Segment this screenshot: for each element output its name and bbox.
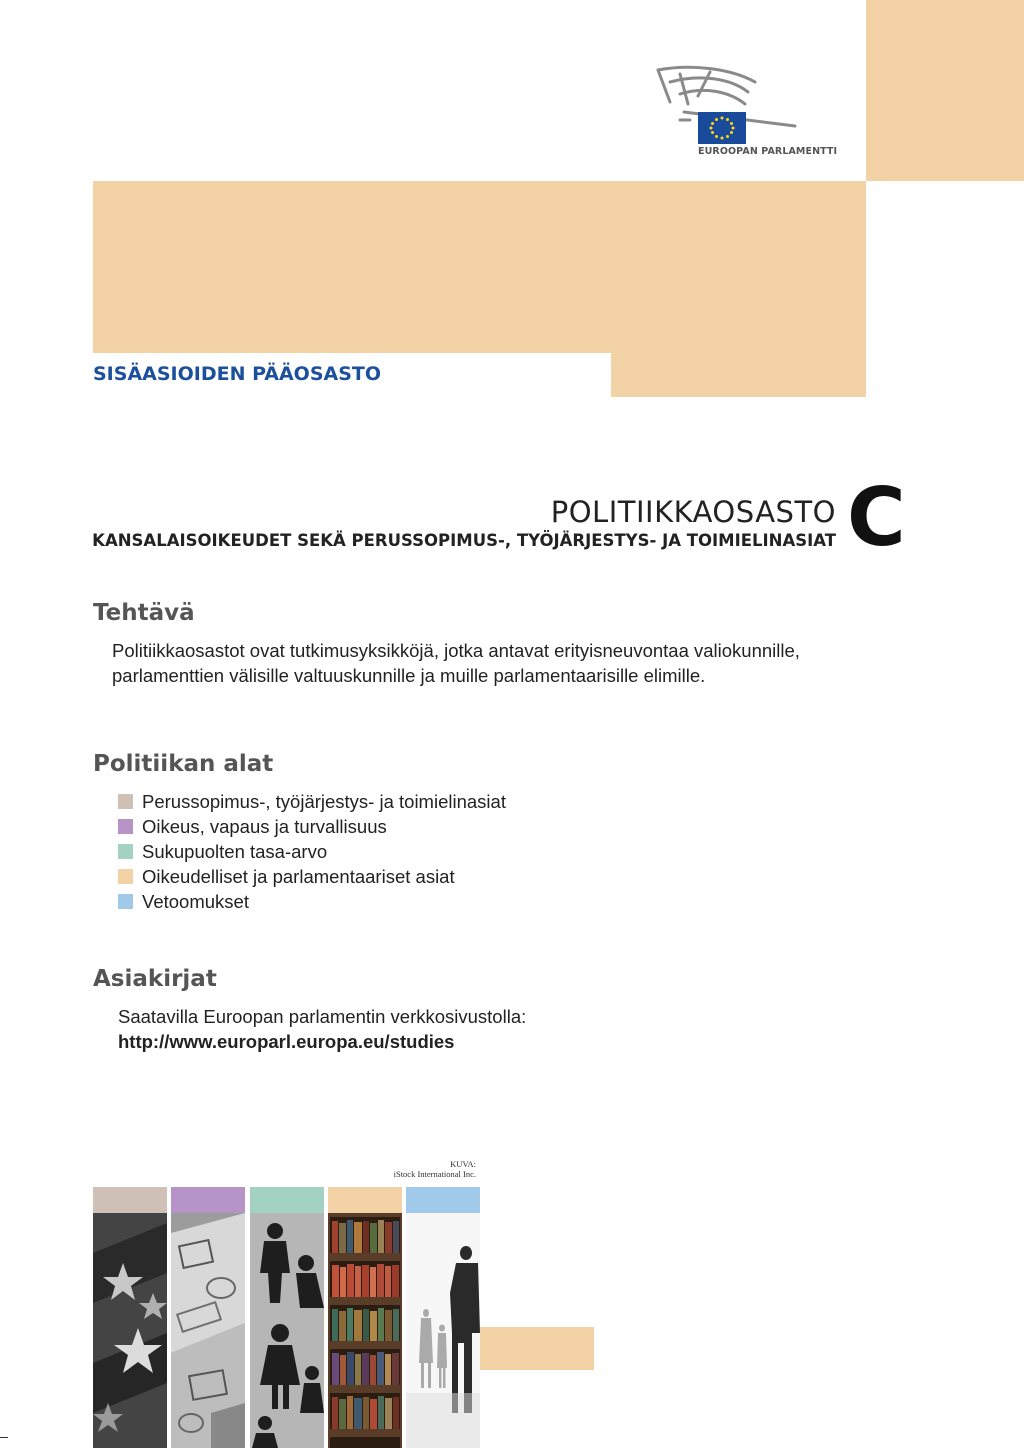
color-swatch — [118, 869, 133, 884]
policy-area-label: Vetoomukset — [142, 890, 249, 912]
task-description — [112, 638, 800, 688]
photo-strip-petitions — [406, 1187, 480, 1213]
crop-mark — [0, 1437, 8, 1438]
photo-credit-source: iStock International Inc. — [393, 1169, 476, 1179]
task-line-2: parlamenttien välisille valtuuskunnille ja muille parlamentaarisille elimille. — [112, 665, 706, 686]
task-line-1: Politiikkaosastot ovat tutkimusyksikköjä, jotka antavat erityisneuvontaa valiokunnille, — [112, 640, 800, 661]
photo-credit-label: KUVA: — [450, 1159, 476, 1169]
policy-area-item — [118, 814, 506, 839]
decor-block-bottom — [480, 1327, 594, 1370]
policy-department-subtitle: KANSALAISOIKEUDET SEKÄ PERUSSOPIMUS-, TYÖJÄRJESTYS- JA TOIMIELINASIAT — [92, 531, 836, 550]
policy-department-title: POLITIIKKAOSASTO — [550, 495, 836, 529]
photo-bookshelf — [328, 1213, 402, 1448]
documents-description — [118, 1004, 526, 1054]
photo-gender-figures — [250, 1213, 324, 1448]
policy-area-label: Perussopimus-, työjärjestys- ja toimielinasiat — [142, 790, 506, 812]
logo-caption: EUROOPAN PARLAMENTTI — [698, 146, 838, 157]
photo-passport-stamps — [171, 1213, 245, 1448]
decor-block-top-right — [866, 0, 1024, 181]
documents-heading: Asiakirjat — [93, 966, 217, 992]
decor-banner-extension — [611, 353, 866, 397]
policy-area-item — [118, 789, 506, 814]
task-heading: Tehtävä — [93, 600, 195, 626]
photo-strip-treaties — [93, 1187, 167, 1213]
color-swatch — [118, 844, 133, 859]
department-name: SISÄASIOIDEN PÄÄOSASTO — [93, 363, 382, 385]
photo-eu-stars — [93, 1213, 167, 1448]
policy-areas-heading: Politiikan alat — [93, 751, 274, 777]
color-swatch — [118, 794, 133, 809]
photo-walking-people — [406, 1213, 480, 1448]
studies-link[interactable]: http://www.europarl.europa.eu/studies — [118, 1031, 455, 1052]
policy-areas-list — [118, 789, 506, 914]
policy-area-item — [118, 864, 506, 889]
photo-credit — [380, 1159, 476, 1179]
color-swatch — [118, 894, 133, 909]
policy-area-item — [118, 889, 506, 914]
documents-line-1: Saatavilla Euroopan parlamentin verkkosivustolla: — [118, 1006, 527, 1027]
policy-department-letter: C — [847, 471, 906, 564]
policy-area-item — [118, 839, 506, 864]
photo-strip-legal — [328, 1187, 402, 1213]
photo-strip-gender — [250, 1187, 324, 1213]
decor-banner — [93, 181, 866, 353]
policy-area-label: Oikeus, vapaus ja turvallisuus — [142, 815, 387, 837]
photo-strip-justice — [171, 1187, 245, 1213]
policy-area-label: Sukupuolten tasa-arvo — [142, 840, 328, 862]
policy-area-label: Oikeudelliset ja parlamentaariset asiat — [142, 865, 455, 887]
color-swatch — [118, 819, 133, 834]
